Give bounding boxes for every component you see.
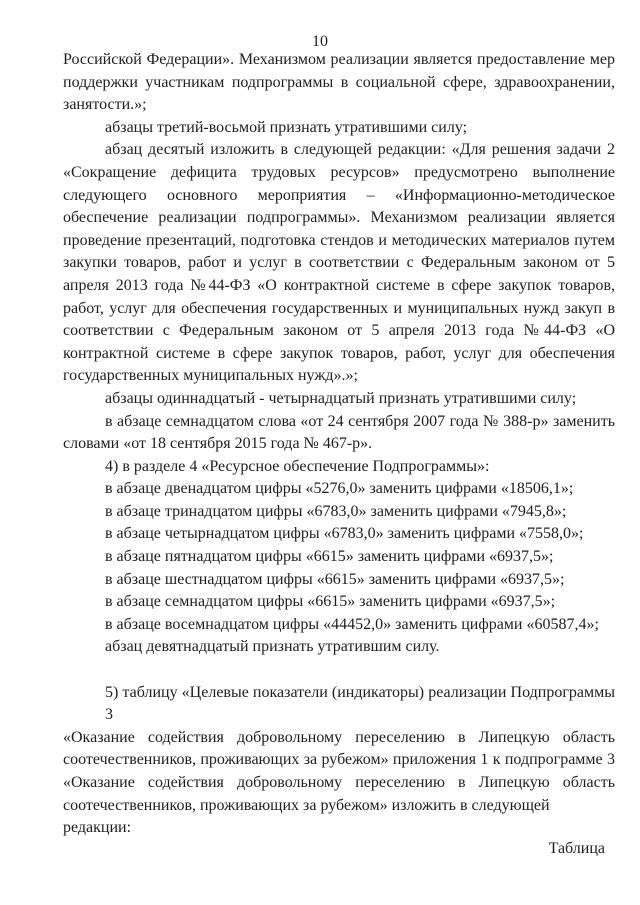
text-line: соотечественников, проживающих за рубежом» изложить в следующей редакции: [63,796,550,837]
table-caption-label: Таблица [548,840,605,857]
paragraph [63,388,615,411]
text-line: в абзаце тринадцатом цифры «6783,0» заменить цифрами «7945,8»; [105,502,567,520]
text-line: в абзаце семнадцатом слова «от 24 сентября 2007 года № 388-р» заменить [105,412,615,430]
paragraph [63,501,615,524]
paragraph [63,117,615,140]
text-line: в абзаце шестнадцатом цифры «6615» заменить цифрами «6937,5»; [105,570,565,588]
text-line: поддержки участникам подпрограммы в социальной сфере, здравоохранении, [63,73,615,91]
document-body [63,49,615,840]
text-line: словами «от 18 сентября 2015 года № 467-р». [63,435,373,453]
paragraph [63,591,615,614]
text-line: в абзаце восемнадцатом цифры «44452,0» заменить цифрами «60587,4»; [105,615,599,633]
text-line: контрактной системе в сфере закупок товаров, работ, услуг для обеспечения [63,344,615,362]
text-line: занятости.»; [63,96,147,114]
text-line: 5) таблицу «Целевые показатели (индикаторы) реализации Подпрограммы 3 [105,683,615,724]
paragraph [63,478,615,501]
text-line: абзацы одиннадцатый - четырнадцатый признать утратившими силу; [105,389,577,407]
text-line: «Оказание содействия добровольному переселению в Липецкую область [63,728,615,746]
text-line: абзац девятнадцатый признать утратившим силу. [105,638,440,656]
text-line: 4) в разделе 4 «Ресурсное обеспечение Подпрограммы»: [105,457,490,475]
text-line: обеспечение реализации подпрограммы». Механизмом реализации является [63,209,615,227]
text-line: в абзаце пятнадцатом цифры «6615» заменить цифрами «6937,5»; [105,548,554,566]
paragraph [63,569,615,592]
text-line: «Оказание содействия добровольному переселению в Липецкую область [63,774,615,791]
paragraph [63,49,615,117]
paragraph [63,411,615,456]
text-line: соотечественников, проживающих за рубежом» приложения 1 к подпрограмме 3 [63,751,615,769]
paragraph [63,682,615,840]
text-line: Российской Федерации». Механизмом реализации является предоставление мер [63,51,615,68]
text-line: апреля 2013 года №44-ФЗ «О контрактной системе в сфере закупок товаров, [63,276,615,294]
paragraph [63,636,615,659]
text-line: в абзаце двенадцатом цифры «5276,0» заменить цифрами «18506,1»; [105,480,574,498]
paragraph [63,139,615,388]
paragraph [63,546,615,569]
page-number: 10 [312,33,328,50]
paragraph [63,614,615,637]
text-line: в абзаце семнадцатом цифры «6615» заменить цифрами «6937,5»; [105,593,556,611]
text-line: государственных муниципальных нужд».»; [63,367,358,385]
text-line: работ, услуг для обеспечения государственных и муниципальных нужд закуп в [63,299,615,317]
paragraph [63,456,615,479]
text-line: соответствии с Федеральным законом от 5 апреля 2013 года №44-ФЗ «О [63,322,615,340]
text-line: абзацы третий-восьмой признать утратившими силу; [105,118,468,136]
text-line: «Сокращение дефицита трудовых ресурсов» предусмотрено выполнение [63,163,615,181]
text-line: в абзаце четырнадцатом цифры «6783,0» заменить цифрами «7558,0»; [105,525,584,543]
text-line: следующего основного мероприятия – «Информационно-методическое [63,186,615,204]
text-line: абзац десятый изложить в следующей редакции: «Для решения задачи 2 [105,141,615,159]
text-line: закупки товаров, работ и услуг в соответствии с Федеральным законом от 5 [63,254,615,272]
paragraph [63,523,615,546]
text-line: проведение презентаций, подготовка стендов и методических материалов путем [63,231,615,249]
